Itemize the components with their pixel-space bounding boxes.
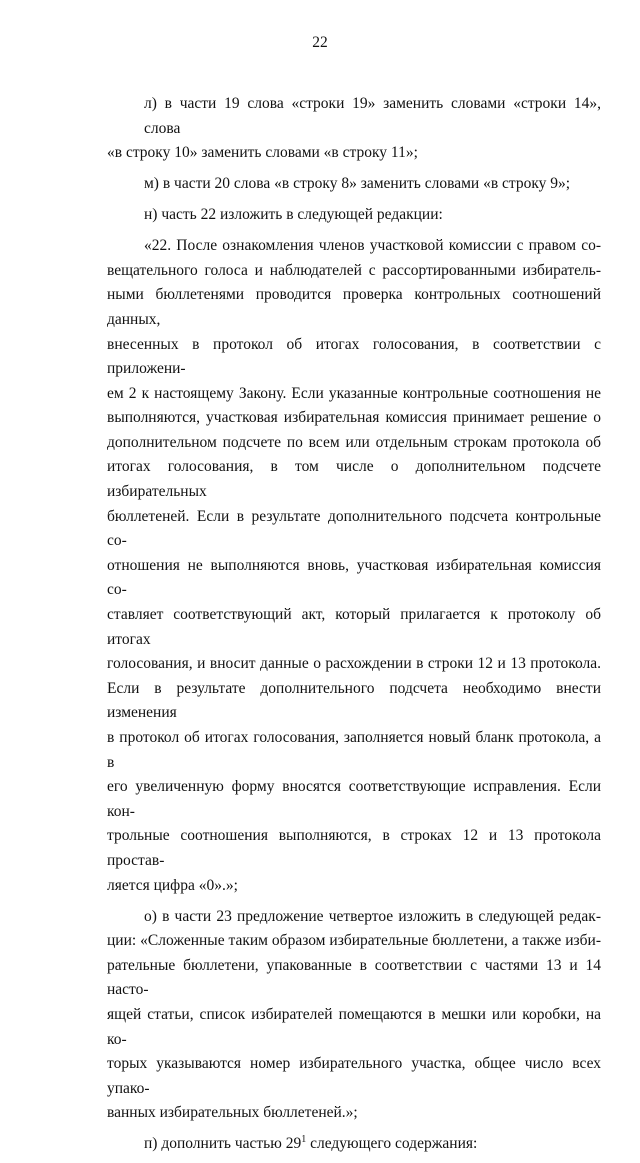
text-line: дополнительном подсчете по всем или отдельным строкам протокола об [107, 433, 601, 451]
text-line: ции: «Сложенные таким образом избирательные бюллетени, а также изби- [107, 932, 601, 950]
paragraph-l [107, 92, 601, 166]
text-line: выполняются, участковая избирательная комиссия принимает решение о [107, 409, 601, 427]
text-line: м) в части 20 слова «в строку 8» заменить словами «в строку 9»; [144, 175, 571, 193]
text-line: внесенных в протокол об итогах голосования, в соответствии с приложени- [107, 335, 601, 378]
text-line: отношения не выполняются вновь, участковая избирательная комиссия со- [107, 556, 601, 599]
text-line: Если в результате дополнительного подсчета необходимо внести изменения [107, 679, 601, 722]
text-line: ванных избирательных бюллетеней.»; [107, 1104, 358, 1122]
text-line: его увеличенную форму вносятся соответствующие исправления. Если кон- [107, 778, 601, 820]
paragraph-m [107, 172, 601, 197]
document-body [107, 92, 601, 1163]
text-line: вещательного голоса и наблюдателей с рассортированными избиратель- [107, 261, 601, 279]
text-segment: следующего содержания: [306, 1135, 478, 1153]
superscript: 1 [301, 1134, 307, 1146]
text-line: «в строку 10» заменить словами «в строку 11»; [107, 144, 418, 162]
text-line: о) в части 23 предложение четвертое изложить в следующей редак- [144, 907, 601, 925]
text-line: ем 2 к настоящему Закону. Если указанные контрольные соотношения не [107, 384, 601, 402]
text-line: ставляет соответствующий акт, который прилагается к протоколу об итогах [107, 606, 601, 648]
text-line: торых указываются номер избирательного участка, общее число всех упако- [107, 1055, 601, 1097]
page-number: 22 [312, 34, 328, 51]
text-line: итогах голосования, в том числе о дополнительном подсчете избирательных [107, 458, 601, 501]
text-line: голосования, и вносит данные о расхождении в строки 12 и 13 протокола. [107, 655, 601, 673]
text-line: н) часть 22 изложить в следующей редакции: [144, 206, 443, 224]
text-segment: п) дополнить частью 29 [144, 1135, 302, 1153]
text-line: бюллетеней. Если в результате дополнительного подсчета контрольные со- [107, 507, 601, 550]
text-line: «22. После ознакомления членов участковой комиссии с правом со- [144, 237, 601, 255]
paragraph-p [107, 1132, 601, 1157]
paragraph-o [107, 905, 601, 1126]
paragraph-n [107, 203, 601, 228]
text-line: л) в части 19 слова «строки 19» заменить словами «строки 14», слова [144, 95, 601, 137]
text-line: ными бюллетенями проводится проверка контрольных соотношений данных, [107, 286, 601, 328]
text-line [107, 1132, 601, 1157]
paragraph-22 [107, 234, 601, 898]
text-line: ящей статьи, список избирателей помещаются в мешки или коробки, на ко- [107, 1005, 601, 1048]
text-line: ляется цифра «0».»; [107, 876, 238, 894]
text-line: рательные бюллетени, упакованные в соответствии с частями 13 и 14 насто- [107, 956, 601, 999]
text-line: в протокол об итогах голосования, заполняется новый бланк протокола, а в [107, 729, 601, 771]
text-line: трольные соотношения выполняются, в строках 12 и 13 протокола простав- [107, 827, 601, 869]
